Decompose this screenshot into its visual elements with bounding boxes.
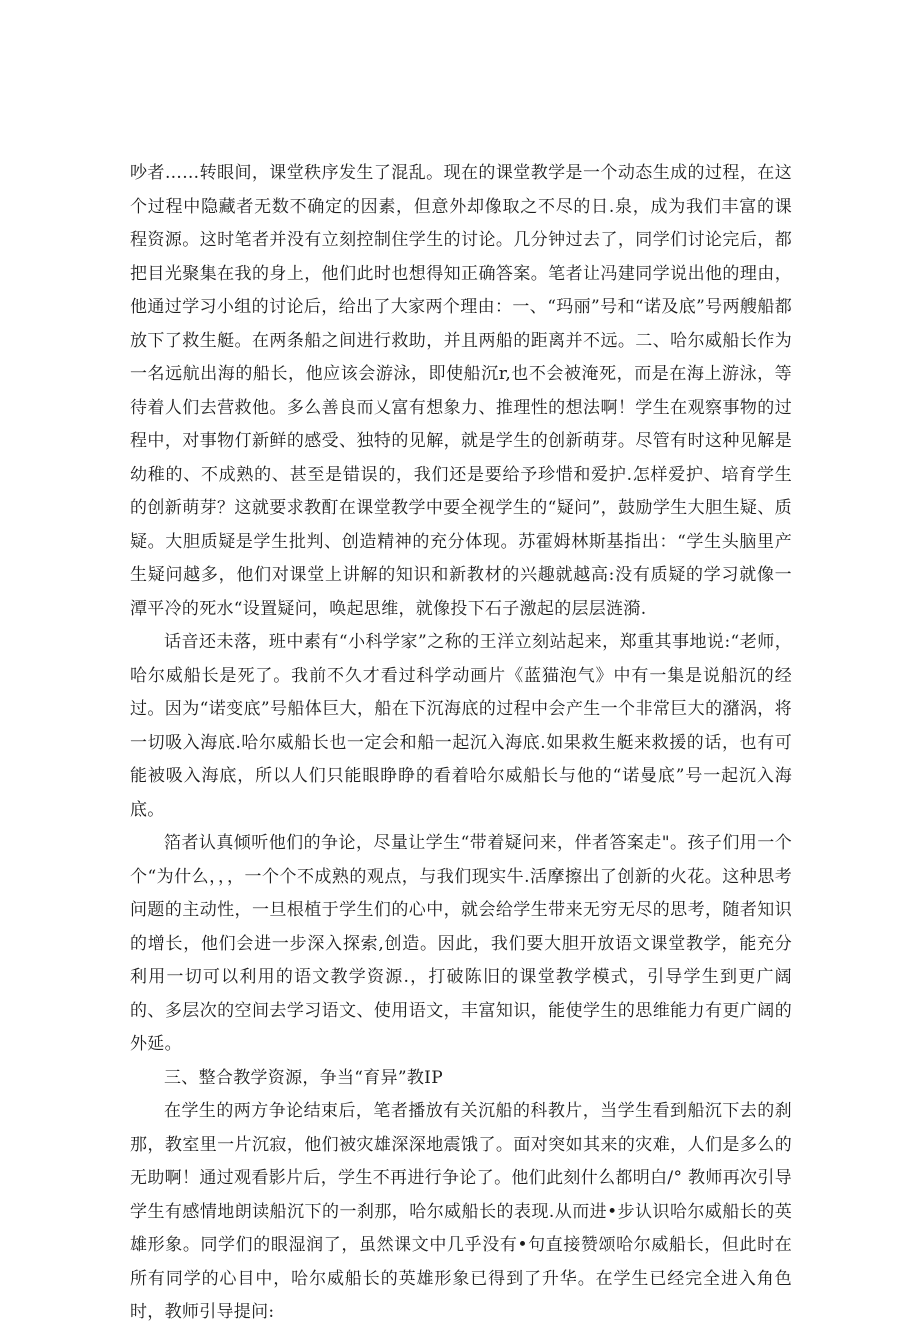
paragraph-continuation: 吵者……转眼间，课堂秩序发生了混乱。现在的课堂教学是一个动态生成的过程，在这个过程中隐藏者无数不确定的因素，但意外却像取之不尽的日.泉，成为我们丰富的课程资源。这时笔者并没有立刻控制住学生的讨论。几分钟过去了，同学们讨论完后，都把目光聚集在我的身上，他们此时也想得知正确答案。笔者让冯建同学说出他的理由，他通过学习小组的讨论后，给出了大家两个理由：一、“玛丽”号和“诺及底”号两艘船都放下了救生艇。在两条船之间进行救助，并且两船的距离并不远。二、哈尔威船长作为一名远航出海的船长，他应该会游泳，即使船沉r,也不会被淹死，而是在海上游泳，等待着人们去营救他。多么善良而乂富有想象力、推理性的想法啊！学生在观察事物的过程中，对事物仃新鲜的感受、独特的见解，就是学生的创新萌芽。尽管有时这种见解是幼稚的、不成熟的、甚至是错误的，我们还是要给予珍惜和爱护.怎样爱护、培育学生的创新萌芽？这就要求教酊在课堂教学中要全视学生的“疑问”，鼓励学生大胆生疑、质疑。大胆质疑是学生批判、创造精神的充分体现。苏霍姆林斯基指出：“学生头脑里产生疑问越多，他们对课堂上讲解的知识和新教材的兴趣就越高:没有质疑的学习就像一潭平冷的死水“设置疑问，唤起思维，就像投下石子激起的层层涟漪. xyxy=(130,163,792,619)
paragraph-film: 在学生的两方争论结束后，笔者播放有关沉船的科教片，当学生看到船沉下去的刹那，教室里一片沉寂，他们被灾雄深深地震饿了。面对突如其来的灾难，人们是多么的无助啊！通过观看影片后，学生不再进行争论了。他们此刻什么都明白/° 教师再次引导学生有感情地朗读船沉下的一刹那，哈尔威船长的表现.从而进•步认识哈尔威船长的英雄形象。同学们的眼湿润了，虽然课文中几乎没有•句直接赞颂哈尔威船长，但此时在所有同学的心目中，哈尔威船长的英雄形象已得到了升华。在学生已经完全进入角色时，教师引导提问: xyxy=(130,1101,792,1322)
section-heading: 三、整合教学资源，争当“育异”教IP xyxy=(164,1067,443,1088)
paragraph-wang-yang: 话音还未落，班中素有“小科学家”之称的王洋立刻站起来，郑重其事地说:“老师，哈尔威船长是死了。我前不久才看过科学动画片《蓝猫泡气》中有一集是说船沉的经过。因为“诺变底”号船体巨大，船在下沉海底的过程中会产生一个非常巨大的潴涡，将一切吸入海底.哈尔威船长也一定会和船一起沉入海底.如果救生艇来救援的话，也有可能被吸入海底，所以人们只能眼睁睁的看着哈尔威船长与他的“诺曼底”号一起沉入海底。 xyxy=(130,632,792,820)
document-page xyxy=(130,157,792,1330)
paragraph-listening: 箔者认真倾听他们的争论，尽量让学生“带着疑问来，伴者答案走"。孩子们用一个个“为什么，，，一个个不成熟的观点，与我们现实牛.活摩擦出了创新的火花。这种思考问题的主动性，一旦根植于学生们的心中，就会给学生带来无穷无尽的思考，随者知识的增长，他们会进一步深入探索,创造。因此，我们要大胆开放语文课堂教学，能充分利用一切可以利用的语文教学资源.，打破陈旧的课堂教学模式，引导学生到更广阔的、多层次的空间去学习语文、使用语文，丰富知识，能使学生的思维能力有更广阔的外延。 xyxy=(130,833,792,1054)
